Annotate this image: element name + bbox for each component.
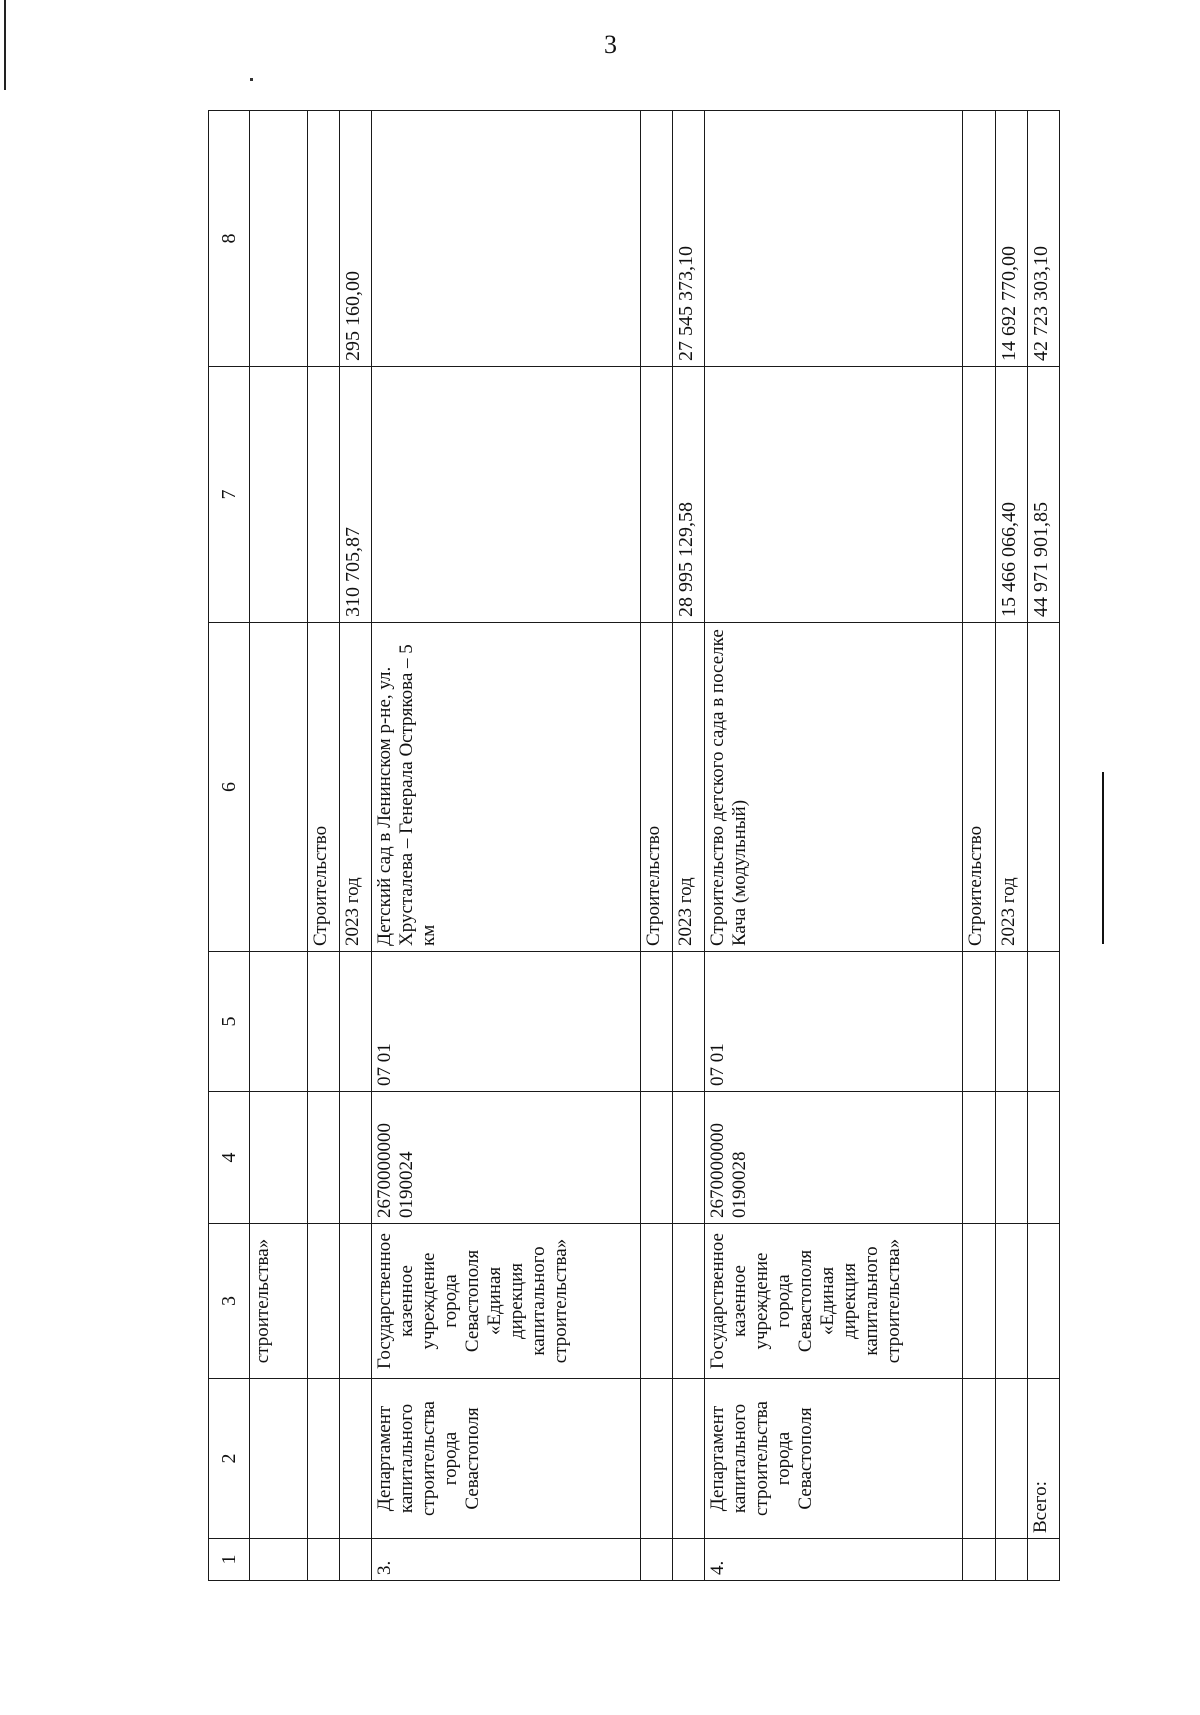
- table-row: [705, 111, 963, 1581]
- end-of-document-line: [1102, 772, 1104, 944]
- table-row: [340, 111, 372, 1581]
- budget-table: [208, 110, 1060, 1581]
- total-col8: 42 723 303,10: [1027, 111, 1059, 367]
- cell-object-name: Строительство детского сада в поселке Кача (модульный): [705, 623, 963, 952]
- header-row: [209, 111, 250, 1581]
- cell-object-name: Детский сад в Ленинском р-не, ул. Хрусталева – Генерала Острякова – 5 км: [372, 623, 641, 952]
- cell-amount-col7: 28 995 129,58: [673, 367, 705, 623]
- table-row: [372, 111, 641, 1581]
- cell-amount-col8: 27 545 373,10: [673, 111, 705, 367]
- col-header: 3: [209, 1224, 250, 1379]
- scan-speck: [250, 78, 253, 81]
- col-header: 4: [209, 1092, 250, 1224]
- cell-section: 07 01: [372, 952, 641, 1092]
- cell-year: 2023 год: [340, 623, 372, 952]
- col-header: 2: [209, 1379, 250, 1539]
- total-col7: 44 971 901,85: [1027, 367, 1059, 623]
- cell-department: Департамент капитального строительства города Севастополя: [372, 1379, 641, 1539]
- page-number: 3: [604, 30, 617, 59]
- cell-construction: Строительство: [307, 623, 339, 952]
- total-row: [1027, 111, 1059, 1581]
- cell-code: 2670000000 0190028: [705, 1092, 963, 1224]
- cell-construction: Строительство: [963, 623, 995, 952]
- cell-row-number: 4.: [705, 1539, 963, 1581]
- cell-amount-col8: 295 160,00: [340, 111, 372, 367]
- table-row: [307, 111, 339, 1581]
- col-header: 6: [209, 623, 250, 952]
- cell-institution: Государственное казенное учреждение города Севастополя «Единая дирекция капитального строительства»: [705, 1224, 963, 1379]
- cell-institution-continuation: строительства»: [249, 1224, 307, 1379]
- cell-amount-col8: 14 692 770,00: [995, 111, 1027, 367]
- cell-year: 2023 год: [673, 623, 705, 952]
- col-header: 7: [209, 367, 250, 623]
- scan-edge-line: [4, 0, 6, 90]
- table-row: [249, 111, 307, 1581]
- cell-section: 07 01: [705, 952, 963, 1092]
- rotated-table-wrapper: [208, 111, 1060, 1581]
- cell-year: 2023 год: [995, 623, 1027, 952]
- col-header: 1: [209, 1539, 250, 1581]
- table-row: [640, 111, 672, 1581]
- cell-code: 2670000000 0190024: [372, 1092, 641, 1224]
- total-label: Всего:: [1027, 1379, 1059, 1539]
- cell-row-number: 3.: [372, 1539, 641, 1581]
- table-row: [963, 111, 995, 1581]
- table-row: [995, 111, 1027, 1581]
- cell-amount-col7: 15 466 066,40: [995, 367, 1027, 623]
- cell-construction: Строительство: [640, 623, 672, 952]
- table-row: [673, 111, 705, 1581]
- cell-amount-col7: 310 705,87: [340, 367, 372, 623]
- col-header: 5: [209, 952, 250, 1092]
- col-header: 8: [209, 111, 250, 367]
- cell-institution: Государственное казенное учреждение города Севастополя «Единая дирекция капитального строительства»: [372, 1224, 641, 1379]
- cell-department: Департамент капитального строительства города Севастополя: [705, 1379, 963, 1539]
